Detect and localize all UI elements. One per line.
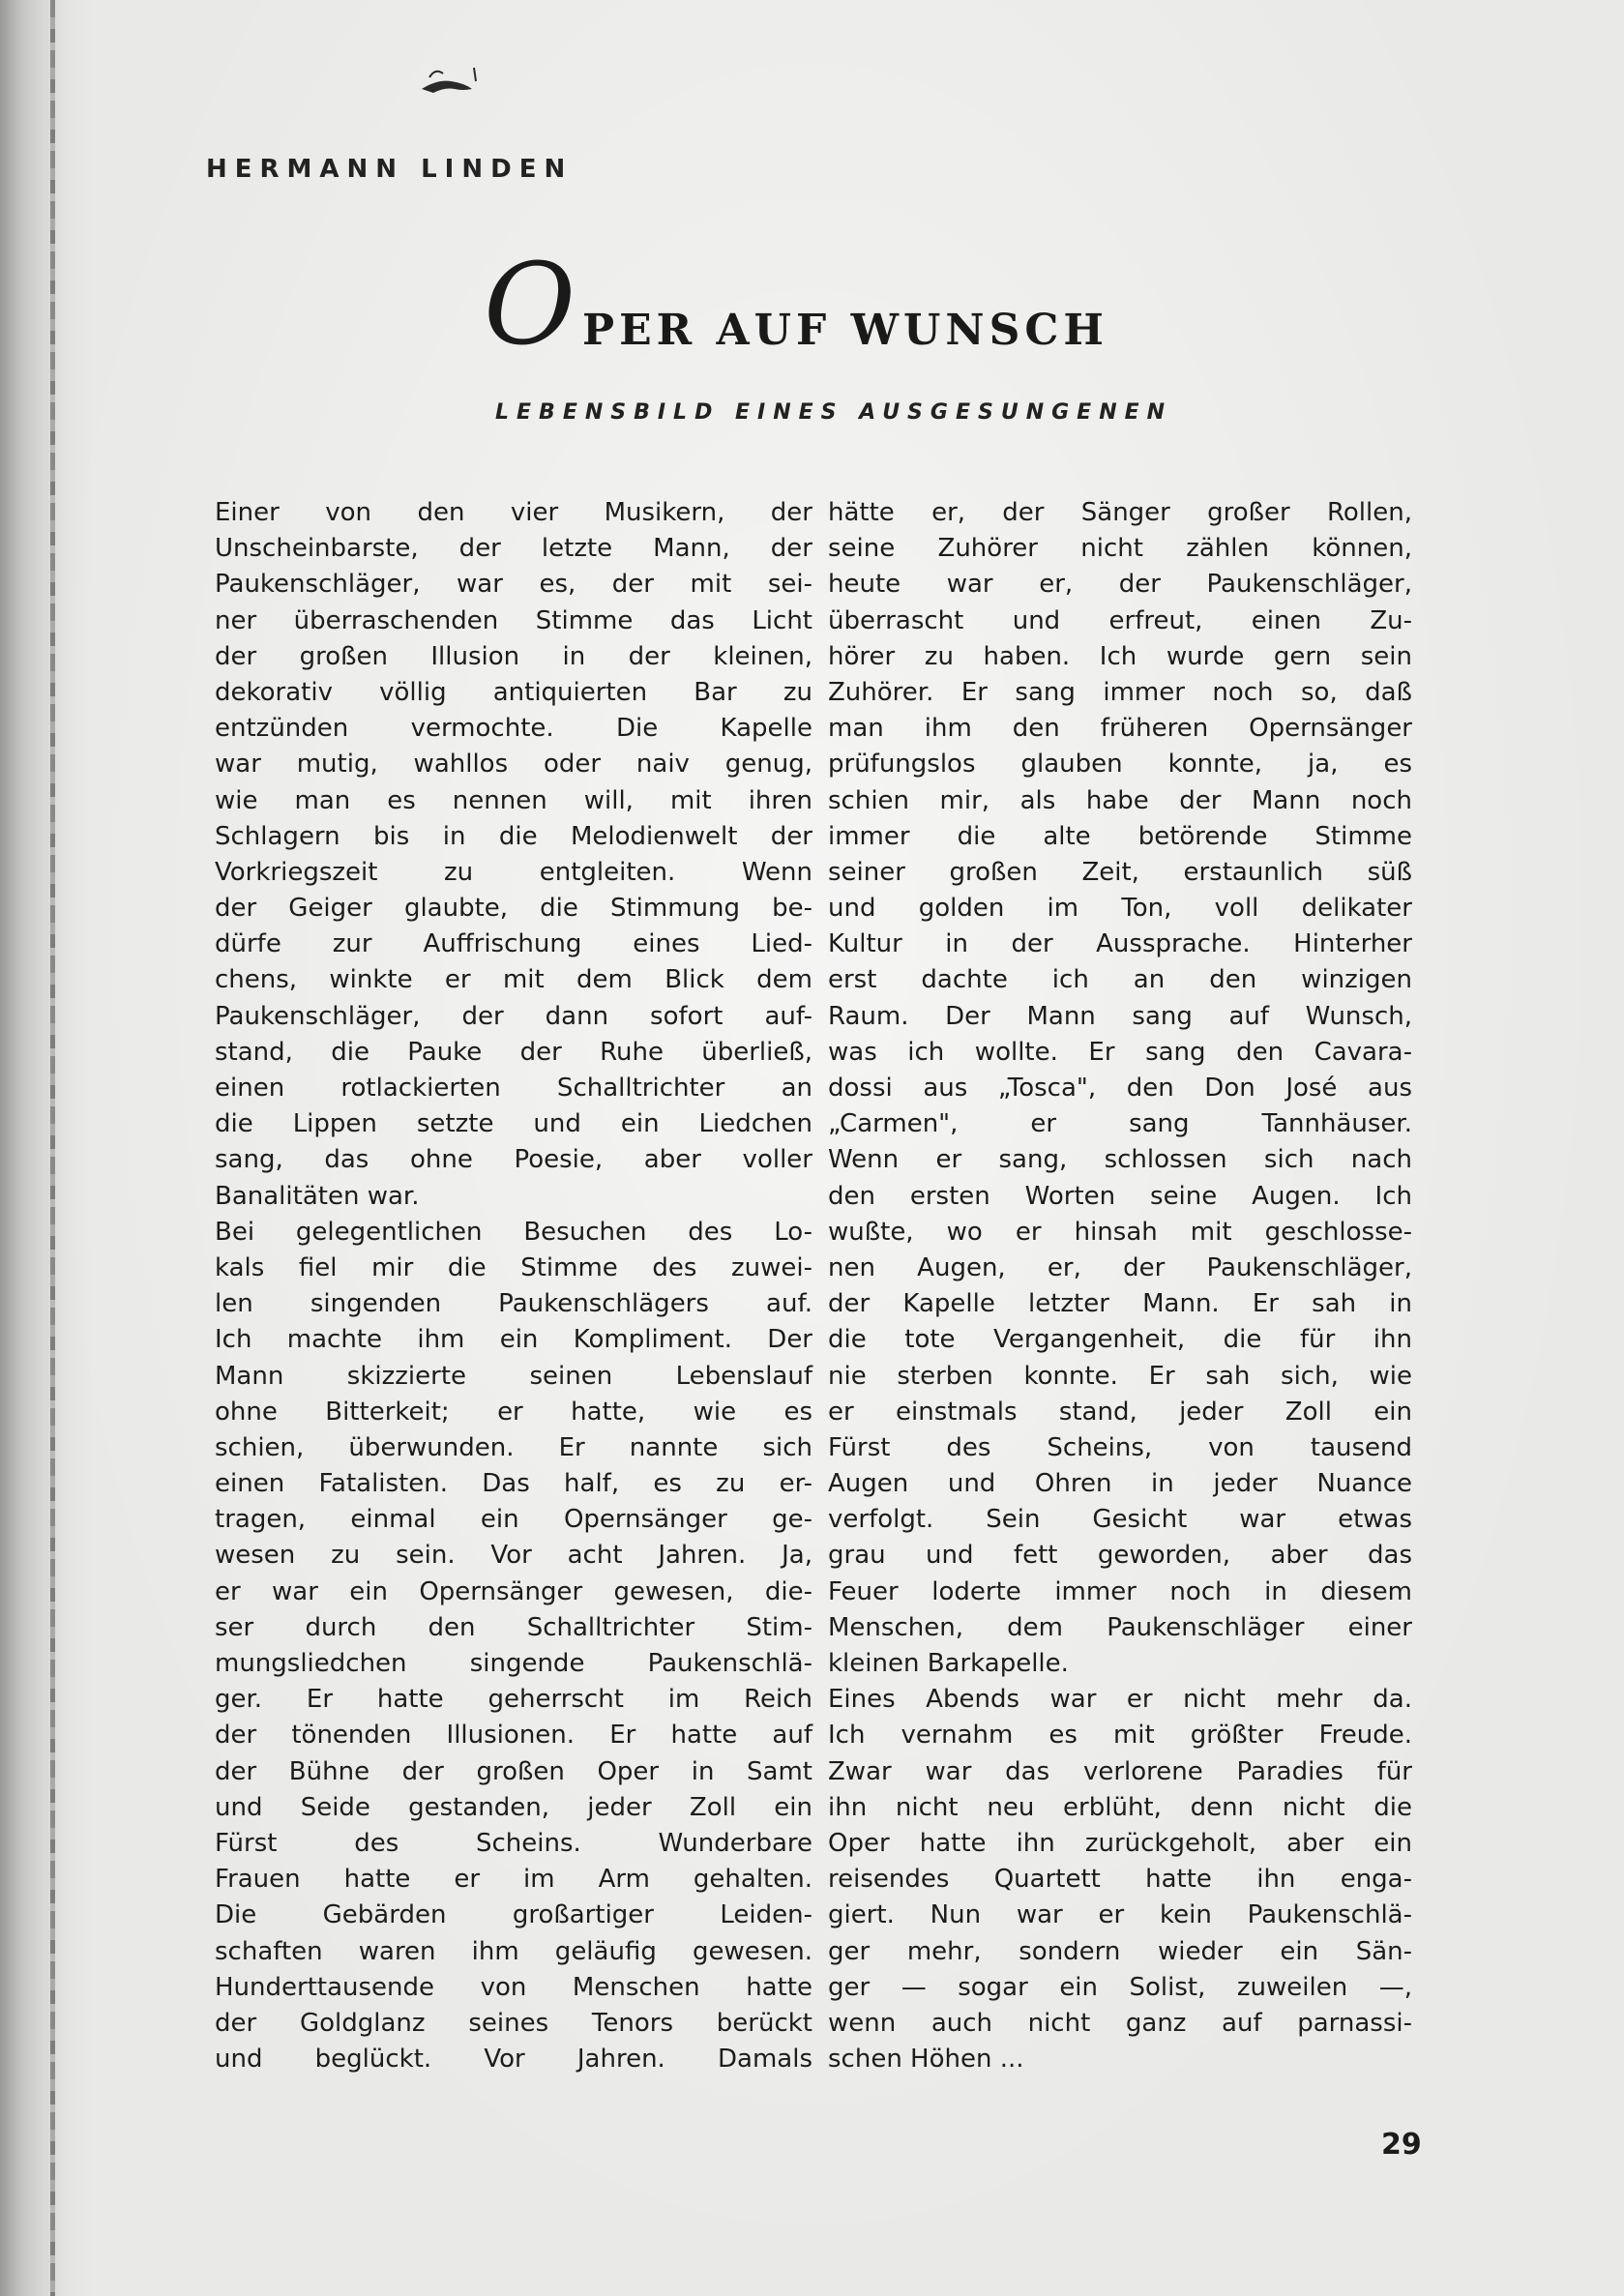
text-line: und golden im Ton, voll delikater bbox=[828, 894, 1412, 924]
text-line: wie man es nennen will, mit ihren bbox=[215, 785, 812, 815]
text-line: Fürst des Scheins, von tausend bbox=[828, 1432, 1412, 1462]
text-line: Feuer loderte immer noch in diesem bbox=[828, 1576, 1412, 1606]
text-line: wesen zu sein. Vor acht Jahren. Ja, bbox=[215, 1541, 812, 1571]
title-text: PER AUF WUNSCH bbox=[582, 306, 1108, 355]
text-line: überrascht und erfreut, einen Zu- bbox=[828, 605, 1412, 635]
text-line: und Seide gestanden, jeder Zoll ein bbox=[215, 1792, 812, 1822]
binding-edge bbox=[50, 0, 55, 2296]
text-line: Zwar war das verlorene Paradies für bbox=[828, 1756, 1412, 1786]
text-line: reisendes Quartett hatte ihn enga- bbox=[828, 1865, 1412, 1895]
text-line: wenn auch nicht ganz auf parnassi- bbox=[828, 2008, 1412, 2038]
text-line: einen Fatalisten. Das half, es zu er- bbox=[215, 1469, 812, 1499]
text-line: Raum. Der Mann sang auf Wunsch, bbox=[828, 1001, 1412, 1031]
text-line: Fürst des Scheins. Wunderbare bbox=[215, 1828, 812, 1858]
text-column-left bbox=[215, 495, 812, 2077]
text-line: er einstmals stand, jeder Zoll ein bbox=[828, 1397, 1412, 1427]
author-name: HERMANN LINDEN bbox=[206, 155, 574, 184]
text-line: Unscheinbarste, der letzte Mann, der bbox=[215, 534, 812, 564]
text-line: kals fiel mir die Stimme des zuwei- bbox=[215, 1252, 812, 1282]
text-line: ohne Bitterkeit; er hatte, wie es bbox=[215, 1397, 812, 1427]
text-line: verfolgt. Sein Gesicht war etwas bbox=[828, 1505, 1412, 1535]
text-line: seine Zuhörer nicht zählen können, bbox=[828, 534, 1412, 564]
text-line: der Kapelle letzter Mann. Er sah in bbox=[828, 1289, 1412, 1319]
ornament-icon bbox=[416, 60, 484, 108]
text-line: prüfungslos glauben konnte, ja, es bbox=[828, 750, 1412, 780]
text-line: entzünden vermochte. Die Kapelle bbox=[215, 714, 812, 744]
text-line: wußte, wo er hinsah mit geschlosse- bbox=[828, 1217, 1412, 1247]
text-line: nie sterben konnte. Er sah sich, wie bbox=[828, 1361, 1412, 1391]
text-line: len singenden Paukenschlägers auf. bbox=[215, 1289, 812, 1319]
text-line: giert. Nun war er kein Paukenschlä- bbox=[828, 1900, 1412, 1930]
text-line: Menschen, dem Paukenschläger einer bbox=[828, 1612, 1412, 1642]
text-line: Wenn er sang, schlossen sich nach bbox=[828, 1145, 1412, 1175]
article-title bbox=[484, 240, 1257, 385]
text-line: seiner großen Zeit, erstaunlich süß bbox=[828, 857, 1412, 887]
text-line: Einer von den vier Musikern, der bbox=[215, 498, 812, 527]
text-line: und beglückt. Vor Jahren. Damals bbox=[215, 2045, 812, 2075]
text-line: Zuhörer. Er sang immer noch so, daß bbox=[828, 677, 1412, 707]
text-line: Banalitäten war. bbox=[215, 1181, 420, 1211]
text-line: dekorativ völlig antiquierten Bar zu bbox=[215, 677, 812, 707]
text-line: schaften waren ihm geläufig gewesen. bbox=[215, 1936, 812, 1966]
text-line: schien mir, als habe der Mann noch bbox=[828, 785, 1412, 815]
text-line: man ihm den früheren Opernsänger bbox=[828, 714, 1412, 744]
text-line: Schlagern bis in die Melodienwelt der bbox=[215, 821, 812, 851]
text-line: einen rotlackierten Schalltrichter an bbox=[215, 1074, 812, 1103]
text-line: hätte er, der Sänger großer Rollen, bbox=[828, 498, 1412, 527]
text-line: ger. Er hatte geherrscht im Reich bbox=[215, 1685, 812, 1715]
text-line: schen Höhen ... bbox=[828, 2045, 1024, 2075]
text-line: kleinen Barkapelle. bbox=[828, 1649, 1069, 1678]
text-line: der tönenden Illusionen. Er hatte auf bbox=[215, 1721, 812, 1751]
text-line: mungsliedchen singende Paukenschlä- bbox=[215, 1649, 812, 1678]
text-line: grau und fett geworden, aber das bbox=[828, 1541, 1412, 1571]
text-line: der Goldglanz seines Tenors berückt bbox=[215, 2008, 812, 2038]
text-line: hörer zu haben. Ich wurde gern sein bbox=[828, 641, 1412, 671]
text-line: immer die alte betörende Stimme bbox=[828, 821, 1412, 851]
text-line: Die Gebärden großartiger Leiden- bbox=[215, 1900, 812, 1930]
text-line: heute war er, der Paukenschläger, bbox=[828, 570, 1412, 600]
text-line: Hunderttausende von Menschen hatte bbox=[215, 1972, 812, 2002]
text-line: die tote Vergangenheit, die für ihn bbox=[828, 1325, 1412, 1355]
text-line: Ich vernahm es mit größter Freude. bbox=[828, 1721, 1412, 1751]
text-line: stand, die Pauke der Ruhe überließ, bbox=[215, 1037, 812, 1067]
text-line: was ich wollte. Er sang den Cavara- bbox=[828, 1037, 1412, 1067]
text-line: „Carmen", er sang Tannhäuser. bbox=[828, 1109, 1412, 1139]
text-line: ger — sogar ein Solist, zuweilen —, bbox=[828, 1972, 1412, 2002]
article-subtitle: LEBENSBILD EINES AUSGESUNGENEN bbox=[495, 400, 1173, 425]
text-line: nen Augen, er, der Paukenschläger, bbox=[828, 1252, 1412, 1282]
book-spine-shadow bbox=[0, 0, 92, 2296]
text-line: chens, winkte er mit dem Blick dem bbox=[215, 965, 812, 995]
text-line: Kultur in der Aussprache. Hinterher bbox=[828, 929, 1412, 959]
text-line: Augen und Ohren in jeder Nuance bbox=[828, 1469, 1412, 1499]
text-line: Oper hatte ihn zurückgeholt, aber ein bbox=[828, 1828, 1412, 1858]
text-line: dürfe zur Auffrischung eines Lied- bbox=[215, 929, 812, 959]
text-line: ner überraschenden Stimme das Licht bbox=[215, 605, 812, 635]
text-line: die Lippen setzte und ein Liedchen bbox=[215, 1109, 812, 1139]
text-line: er war ein Opernsänger gewesen, die- bbox=[215, 1576, 812, 1606]
text-line: der Bühne der großen Oper in Samt bbox=[215, 1756, 812, 1786]
text-line: erst dachte ich an den winzigen bbox=[828, 965, 1412, 995]
text-column-right bbox=[828, 495, 1412, 2077]
text-line: war mutig, wahllos oder naiv genug, bbox=[215, 750, 812, 780]
text-line: ser durch den Schalltrichter Stim- bbox=[215, 1612, 812, 1642]
title-initial: O bbox=[484, 240, 576, 370]
text-line: Frauen hatte er im Arm gehalten. bbox=[215, 1865, 812, 1895]
text-line: schien, überwunden. Er nannte sich bbox=[215, 1432, 812, 1462]
text-line: den ersten Worten seine Augen. Ich bbox=[828, 1181, 1412, 1211]
text-line: Mann skizzierte seinen Lebenslauf bbox=[215, 1361, 812, 1391]
text-line: sang, das ohne Poesie, aber voller bbox=[215, 1145, 812, 1175]
text-line: Eines Abends war er nicht mehr da. bbox=[828, 1685, 1412, 1715]
text-line: der Geiger glaubte, die Stimmung be- bbox=[215, 894, 812, 924]
text-line: tragen, einmal ein Opernsänger ge- bbox=[215, 1505, 812, 1535]
text-line: Vorkriegszeit zu entgleiten. Wenn bbox=[215, 857, 812, 887]
text-line: ger mehr, sondern wieder ein Sän- bbox=[828, 1936, 1412, 1966]
text-line: Ich machte ihm ein Kompliment. Der bbox=[215, 1325, 812, 1355]
text-line: der großen Illusion in der kleinen, bbox=[215, 641, 812, 671]
text-line: Bei gelegentlichen Besuchen des Lo- bbox=[215, 1217, 812, 1247]
text-line: ihn nicht neu erblüht, denn nicht die bbox=[828, 1792, 1412, 1822]
text-line: Paukenschläger, der dann sofort auf- bbox=[215, 1001, 812, 1031]
page-number: 29 bbox=[1381, 2128, 1422, 2162]
text-line: Paukenschläger, war es, der mit sei- bbox=[215, 570, 812, 600]
text-line: dossi aus „Tosca", den Don José aus bbox=[828, 1074, 1412, 1103]
